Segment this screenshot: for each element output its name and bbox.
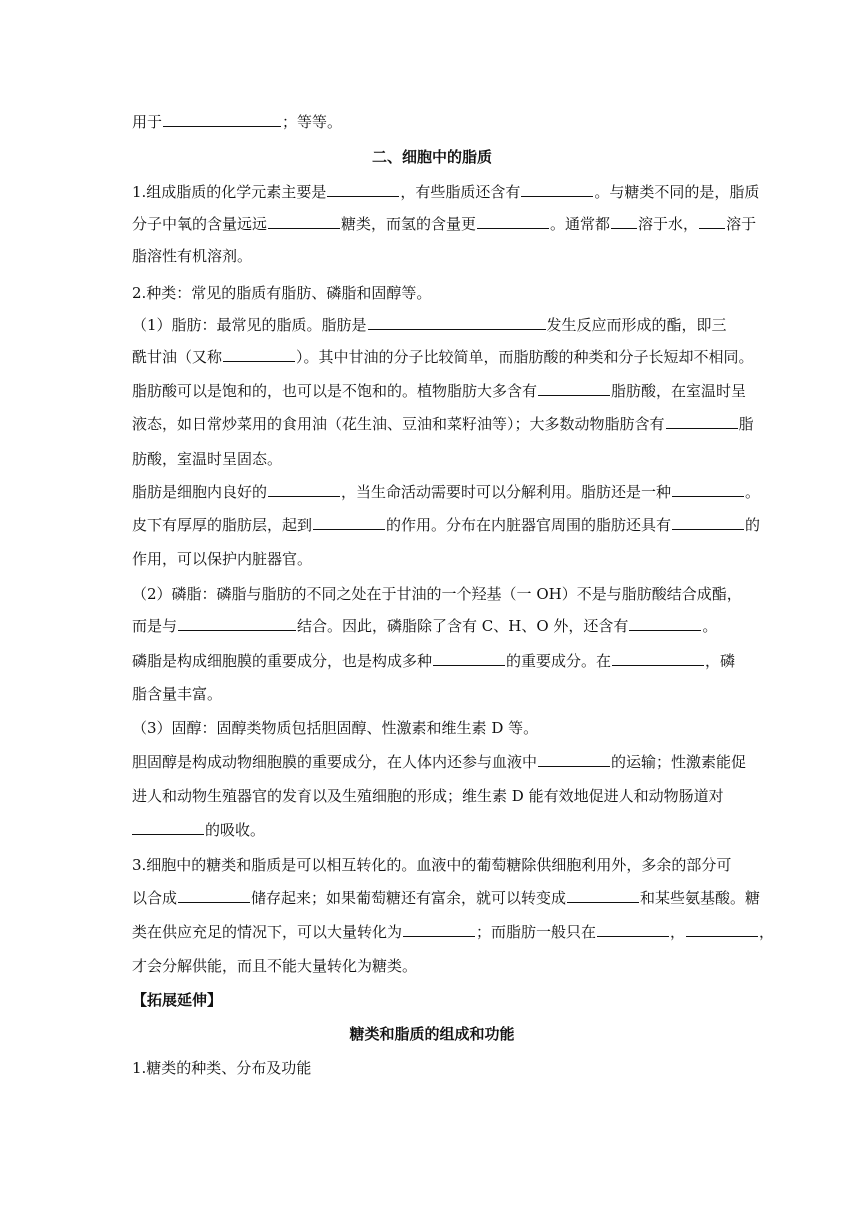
fill-blank[interactable] (477, 214, 549, 229)
text: 溶于水， (638, 215, 699, 233)
text-line: 才会分解供能，而且不能大量转化为糖类。 (132, 957, 418, 975)
text: 糖类，而氢的含量更 (341, 215, 477, 233)
text: 酰甘油（又称 (132, 348, 223, 366)
text: 皮下有厚厚的脂肪层，起到 (132, 516, 313, 534)
text-line: 进人和动物生殖器官的发育以及生殖细胞的形成；维生素 D 能有效地促进人和动物肠道对 (132, 787, 724, 805)
text-line: （3）固醇：固醇类物质包括胆固醇、性激素和维生素 D 等。 (132, 719, 539, 737)
fill-blank[interactable] (178, 888, 250, 903)
text-line (132, 752, 747, 772)
text-line (132, 381, 747, 401)
text-line: 3.细胞中的糖类和脂质是可以相互转化的。血液中的葡萄糖除供细胞利用外，多余的部分可 (132, 856, 732, 874)
text-line (132, 651, 736, 671)
text-line (132, 182, 760, 202)
text-line (132, 616, 732, 636)
text: 发生反应而形成的酯，即三 (546, 316, 727, 334)
text: 脂肪酸可以是饱和的，也可以是不饱和的。植物脂肪大多含有 (132, 382, 538, 400)
text: 而是与 (132, 617, 178, 635)
text: 和某些氨基酸。糖 (640, 889, 761, 907)
fill-blank[interactable] (538, 752, 610, 767)
text-line (132, 214, 757, 234)
fill-blank[interactable] (612, 651, 704, 666)
text-line (132, 482, 761, 502)
fill-blank[interactable] (223, 347, 295, 362)
text: 溶于 (726, 215, 757, 233)
fill-blank[interactable] (403, 922, 475, 937)
text-line (132, 922, 775, 942)
text-line (132, 315, 732, 335)
text-line: 2.种类：常见的脂质有脂肪、磷脂和固醇等。 (132, 284, 432, 302)
text: 的运输；性激素能促 (611, 753, 747, 771)
text: ，当生命活动需要时可以分解利用。脂肪还是一种 (341, 483, 672, 501)
text-line: 肪酸，室温时呈固态。 (132, 450, 283, 468)
text: ；等等。 (282, 113, 343, 131)
text: 用于 (132, 113, 163, 131)
text: 分子中氧的含量远远 (132, 215, 268, 233)
text-line: （2）磷脂：磷脂与脂肪的不同之处在于甘油的一个羟基（一 OH）不是与脂肪酸结合成酯， (132, 585, 742, 603)
fill-blank[interactable] (327, 182, 399, 197)
text: 的吸收。 (205, 821, 266, 839)
text-line (132, 112, 732, 132)
text: ；而脂肪一般只在 (476, 923, 597, 941)
fill-blank[interactable] (268, 214, 340, 229)
text-line: 脂含量丰富。 (132, 685, 223, 703)
text: ，有些脂质还含有 (400, 183, 521, 201)
fill-blank[interactable] (672, 515, 744, 530)
fill-blank[interactable] (686, 922, 758, 937)
text-line: 脂溶性有机溶剂。 (132, 247, 253, 265)
text-line (132, 820, 732, 840)
text: ，磷 (705, 652, 736, 670)
section-title: 二、细胞中的脂质 (371, 148, 492, 166)
text: 液态，如日常炒菜用的食用油（花生油、豆油和菜籽油等）；大多数动物脂肪含有 (132, 415, 665, 433)
text: 的重要成分。在 (506, 652, 612, 670)
text: ， (670, 923, 686, 941)
text-line: 作用，可以保护内脏器官。 (132, 550, 313, 568)
fill-blank[interactable] (132, 820, 204, 835)
fill-blank[interactable] (313, 515, 385, 530)
text: 以合成 (132, 889, 178, 907)
text: 类在供应充足的情况下，可以大量转化为 (132, 923, 403, 941)
text-line (132, 515, 761, 535)
text: 磷脂是构成细胞膜的重要成分，也是构成多种 (132, 652, 433, 670)
text: 1.组成脂质的化学元素主要是 (132, 183, 327, 201)
fill-blank[interactable] (163, 112, 281, 127)
fill-blank[interactable] (629, 616, 701, 631)
text: 结合。因此，磷脂除了含有 C、H、O 外，还含有 (297, 617, 629, 635)
text-line (132, 414, 754, 434)
text-line: 1.糖类的种类、分布及功能 (132, 1059, 312, 1077)
extension-heading: 【拓展延伸】 (132, 991, 223, 1009)
fill-blank[interactable] (699, 214, 725, 229)
fill-blank[interactable] (521, 182, 593, 197)
fill-blank[interactable] (368, 315, 546, 330)
text: 储存起来；如果葡萄糖还有富余，就可以转变成 (251, 889, 567, 907)
text: 脂 (738, 415, 754, 433)
fill-blank[interactable] (672, 482, 744, 497)
text: 。 (702, 617, 718, 635)
text: 脂肪是细胞内良好的 (132, 483, 268, 501)
text: 。 (745, 483, 761, 501)
fill-blank[interactable] (611, 214, 637, 229)
fill-blank[interactable] (666, 414, 738, 429)
fill-blank[interactable] (433, 651, 505, 666)
fill-blank[interactable] (597, 922, 669, 937)
text: 。通常都 (550, 215, 611, 233)
fill-blank[interactable] (567, 888, 639, 903)
text-line (132, 888, 761, 908)
text: 的 (745, 516, 761, 534)
text: 脂肪酸，在室温时呈 (611, 382, 747, 400)
text: ）。其中甘油的分子比较简单，而脂肪酸的种类和分子长短却不相同。 (296, 348, 754, 366)
text: ， (759, 923, 775, 941)
fill-blank[interactable] (268, 482, 340, 497)
text: 胆固醇是构成动物细胞膜的重要成分，在人体内还参与血液中 (132, 753, 538, 771)
fill-blank[interactable] (178, 616, 296, 631)
fill-blank[interactable] (538, 381, 610, 396)
text: （1）脂肪：最常见的脂质。脂肪是 (132, 316, 367, 334)
text-line (132, 347, 754, 367)
text: 。与糖类不同的是，脂质 (594, 183, 760, 201)
extension-title: 糖类和脂质的组成和功能 (349, 1025, 515, 1043)
text: 的作用。分布在内脏器官周围的脂肪还具有 (386, 516, 672, 534)
